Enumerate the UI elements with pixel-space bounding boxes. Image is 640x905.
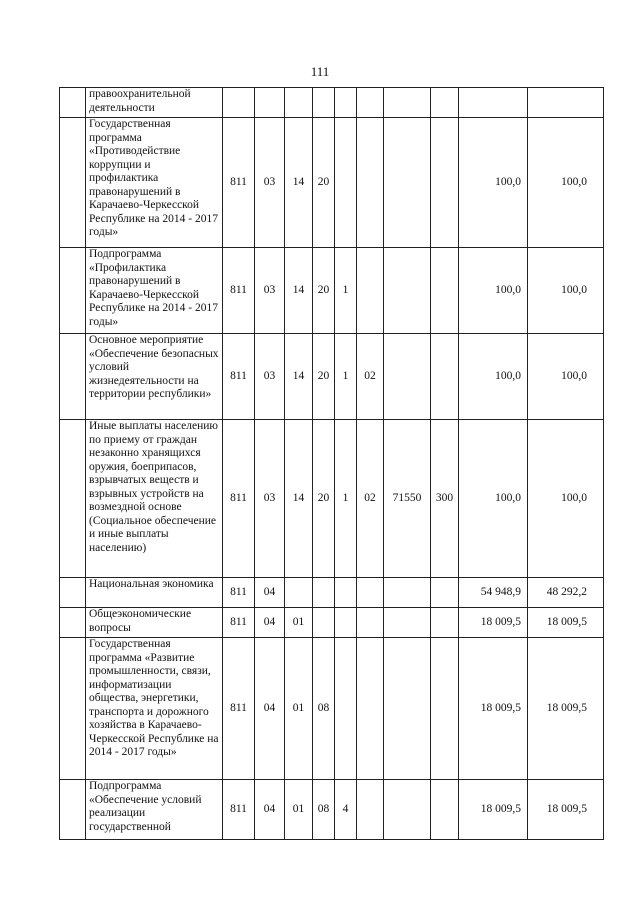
code-direction-cell bbox=[384, 334, 431, 420]
row-number-cell bbox=[60, 578, 86, 608]
item-name-cell: Государственная программа «Развитие промышленности, связи, информатизации общества, энергетики, транспорта и дорожного хозяйства в Карачаево-Черкесской Республике на 2014 - 2017 годы» bbox=[86, 638, 223, 780]
item-name-cell: Основное мероприятие «Обеспечение безопасных условий жизнедеятельности на территории республики» bbox=[86, 334, 223, 420]
code-expense-type-cell bbox=[431, 248, 459, 334]
amount-year1-cell: 18 009,5 bbox=[459, 780, 528, 840]
amount-year2-cell: 18 009,5 bbox=[528, 608, 604, 638]
table-row bbox=[60, 248, 604, 334]
code-direction-cell bbox=[384, 638, 431, 780]
code-direction-cell bbox=[384, 88, 431, 118]
amount-year1-cell: 54 948,9 bbox=[459, 578, 528, 608]
row-number-cell bbox=[60, 638, 86, 780]
code-ministry-cell: 811 bbox=[223, 420, 255, 578]
table-row bbox=[60, 608, 604, 638]
code-ministry-cell: 811 bbox=[223, 638, 255, 780]
amount-year1-cell: 100,0 bbox=[459, 334, 528, 420]
code-expense-type-cell bbox=[431, 88, 459, 118]
code-subsection-cell: 14 bbox=[285, 420, 313, 578]
amount-year1-cell: 100,0 bbox=[459, 248, 528, 334]
code-measure-cell bbox=[357, 88, 384, 118]
code-expense-type-cell bbox=[431, 638, 459, 780]
code-expense-type-cell bbox=[431, 118, 459, 248]
code-section-cell: 03 bbox=[255, 420, 285, 578]
code-expense-type-cell bbox=[431, 780, 459, 840]
code-ministry-cell: 811 bbox=[223, 248, 255, 334]
code-subsection-cell: 14 bbox=[285, 118, 313, 248]
code-program-cell bbox=[313, 608, 335, 638]
code-program-cell: 20 bbox=[313, 420, 335, 578]
table-row bbox=[60, 578, 604, 608]
row-number-cell bbox=[60, 88, 86, 118]
code-direction-cell bbox=[384, 118, 431, 248]
item-name-cell: Подпрограмма «Обеспечение условий реализации государственной bbox=[86, 780, 223, 840]
page-number: 111 bbox=[310, 64, 330, 79]
code-direction-cell bbox=[384, 780, 431, 840]
amount-year1-cell: 100,0 bbox=[459, 420, 528, 578]
code-section-cell: 04 bbox=[255, 638, 285, 780]
table-row bbox=[60, 88, 604, 118]
code-section-cell: 03 bbox=[255, 248, 285, 334]
item-name-cell: Иные выплаты населению по приему от граждан незаконно хранящихся оружия, боеприпасов, взрывчатых веществ и взрывных устройств на возмездной основе (Социальное обеспечение и иные выплаты населению) bbox=[86, 420, 223, 578]
code-measure-cell bbox=[357, 780, 384, 840]
table-row bbox=[60, 780, 604, 840]
code-expense-type-cell: 300 bbox=[431, 420, 459, 578]
code-measure-cell bbox=[357, 578, 384, 608]
amount-year2-cell: 100,0 bbox=[528, 420, 604, 578]
row-number-cell bbox=[60, 780, 86, 840]
code-section-cell: 04 bbox=[255, 780, 285, 840]
code-measure-cell bbox=[357, 248, 384, 334]
row-number-cell bbox=[60, 334, 86, 420]
code-section-cell: 04 bbox=[255, 578, 285, 608]
code-subsection-cell: 01 bbox=[285, 638, 313, 780]
code-direction-cell: 71550 bbox=[384, 420, 431, 578]
code-measure-cell bbox=[357, 638, 384, 780]
table-row bbox=[60, 118, 604, 248]
code-program-cell: 08 bbox=[313, 780, 335, 840]
table-row bbox=[60, 420, 604, 578]
item-name-cell: Национальная экономика bbox=[86, 578, 223, 608]
code-ministry-cell: 811 bbox=[223, 780, 255, 840]
code-ministry-cell: 811 bbox=[223, 334, 255, 420]
code-program-cell: 08 bbox=[313, 638, 335, 780]
code-ministry-cell: 811 bbox=[223, 118, 255, 248]
code-subprogram-cell bbox=[335, 638, 357, 780]
code-section-cell: 04 bbox=[255, 608, 285, 638]
amount-year1-cell: 100,0 bbox=[459, 118, 528, 248]
code-direction-cell bbox=[384, 248, 431, 334]
row-number-cell bbox=[60, 248, 86, 334]
code-measure-cell: 02 bbox=[357, 420, 384, 578]
amount-year2-cell: 18 009,5 bbox=[528, 638, 604, 780]
code-measure-cell bbox=[357, 118, 384, 248]
code-subprogram-cell: 1 bbox=[335, 248, 357, 334]
amount-year1-cell: 18 009,5 bbox=[459, 638, 528, 780]
code-program-cell bbox=[313, 88, 335, 118]
code-subsection-cell: 14 bbox=[285, 248, 313, 334]
code-subsection-cell bbox=[285, 88, 313, 118]
code-direction-cell bbox=[384, 608, 431, 638]
row-number-cell bbox=[60, 608, 86, 638]
code-subprogram-cell: 1 bbox=[335, 420, 357, 578]
code-expense-type-cell bbox=[431, 608, 459, 638]
item-name-cell: Подпрограмма «Профилактика правонарушений в Карачаево-Черкесской Республике на 2014 - 2017 годы» bbox=[86, 248, 223, 334]
code-subprogram-cell bbox=[335, 118, 357, 248]
amount-year2-cell: 100,0 bbox=[528, 118, 604, 248]
table-row bbox=[60, 334, 604, 420]
row-number-cell bbox=[60, 118, 86, 248]
code-measure-cell: 02 bbox=[357, 334, 384, 420]
code-direction-cell bbox=[384, 578, 431, 608]
amount-year2-cell: 48 292,2 bbox=[528, 578, 604, 608]
code-subprogram-cell bbox=[335, 88, 357, 118]
code-ministry-cell: 811 bbox=[223, 608, 255, 638]
code-subprogram-cell: 1 bbox=[335, 334, 357, 420]
code-program-cell: 20 bbox=[313, 248, 335, 334]
row-number-cell bbox=[60, 420, 86, 578]
code-program-cell bbox=[313, 578, 335, 608]
code-subsection-cell: 01 bbox=[285, 780, 313, 840]
code-section-cell bbox=[255, 88, 285, 118]
item-name-cell: Государственная программа «Противодействие коррупции и профилактика правонарушений в Карачаево-Черкесской Республике на 2014 - 2017 годы» bbox=[86, 118, 223, 248]
code-subsection-cell: 01 bbox=[285, 608, 313, 638]
table-row bbox=[60, 638, 604, 780]
amount-year2-cell: 100,0 bbox=[528, 248, 604, 334]
code-subsection-cell: 14 bbox=[285, 334, 313, 420]
amount-year2-cell bbox=[528, 88, 604, 118]
code-section-cell: 03 bbox=[255, 118, 285, 248]
item-name-cell: Общеэкономические вопросы bbox=[86, 608, 223, 638]
code-ministry-cell bbox=[223, 88, 255, 118]
amount-year2-cell: 18 009,5 bbox=[528, 780, 604, 840]
amount-year1-cell bbox=[459, 88, 528, 118]
code-program-cell: 20 bbox=[313, 334, 335, 420]
code-measure-cell bbox=[357, 608, 384, 638]
code-subprogram-cell: 4 bbox=[335, 780, 357, 840]
code-ministry-cell: 811 bbox=[223, 578, 255, 608]
code-expense-type-cell bbox=[431, 334, 459, 420]
budget-table bbox=[59, 87, 604, 840]
code-subprogram-cell bbox=[335, 608, 357, 638]
item-name-cell: правоохранительной деятельности bbox=[86, 88, 223, 118]
amount-year2-cell: 100,0 bbox=[528, 334, 604, 420]
code-section-cell: 03 bbox=[255, 334, 285, 420]
code-subprogram-cell bbox=[335, 578, 357, 608]
code-subsection-cell bbox=[285, 578, 313, 608]
amount-year1-cell: 18 009,5 bbox=[459, 608, 528, 638]
code-expense-type-cell bbox=[431, 578, 459, 608]
code-program-cell: 20 bbox=[313, 118, 335, 248]
